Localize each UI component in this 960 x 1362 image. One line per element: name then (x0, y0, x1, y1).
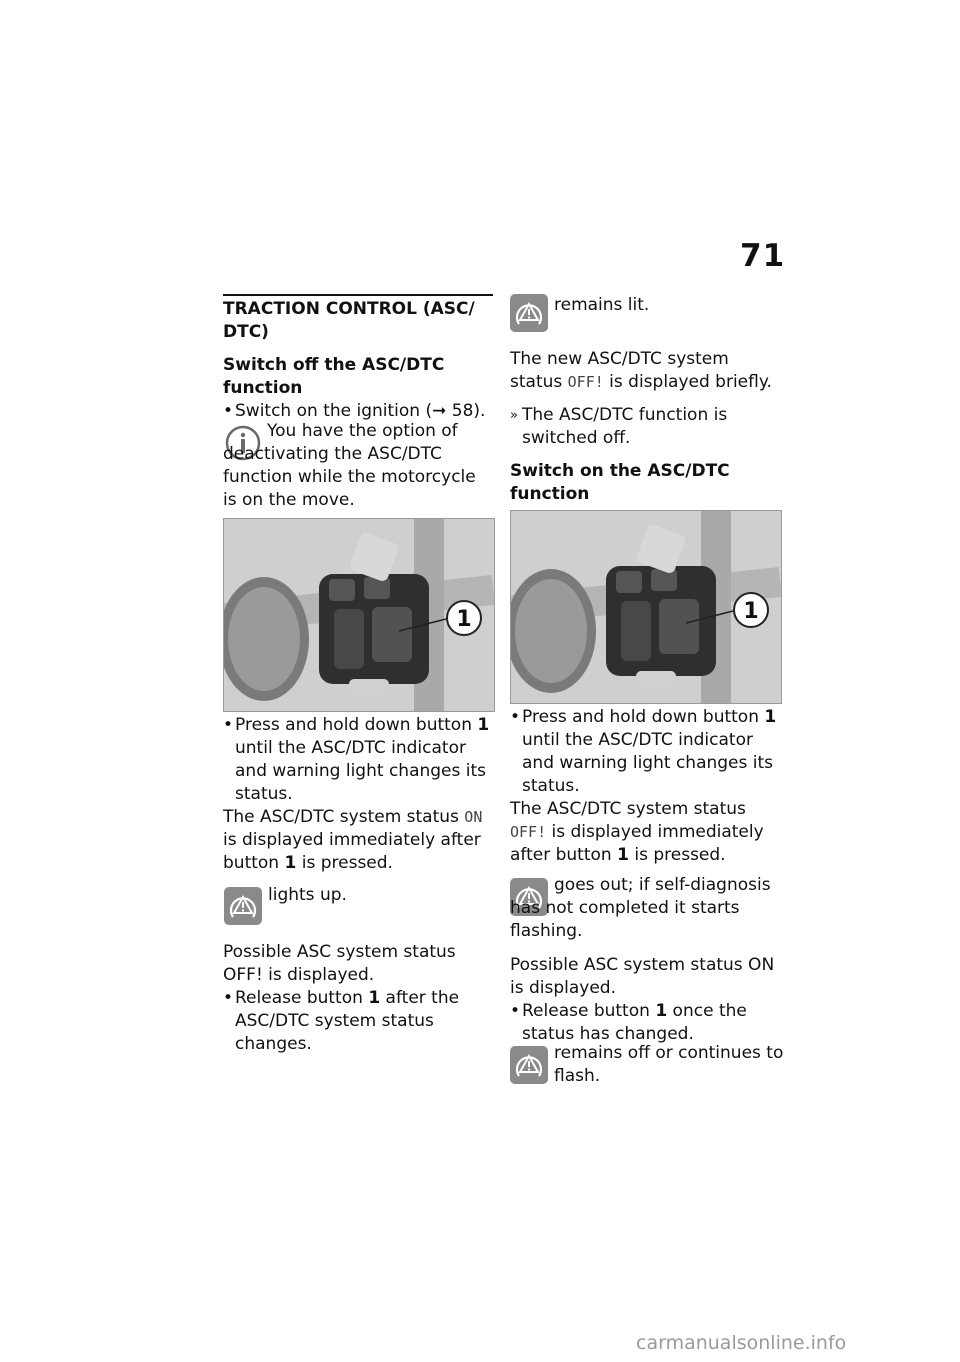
left-column-end (223, 941, 493, 1056)
arrow-right-icon: ➞ (432, 401, 447, 421)
step-release: • Release button 1 once the status has changed. (510, 1001, 747, 1044)
page-number: 71 (740, 238, 786, 274)
status-off-text: The ASC/DTC system status OFF! is displayed immediately after button 1 is pressed. (510, 799, 764, 865)
switch-on-title: Switch on the ASC/DTC function (510, 461, 730, 504)
left-column-lower (223, 714, 493, 875)
bullet-icon: • (223, 715, 234, 735)
handlebar-switch-figure (223, 518, 495, 712)
asc-warning-light-icon (510, 1046, 548, 1084)
step-press-hold: • Press and hold down button 1 until the ASC/DTC indicator and warning light changes its status. (510, 707, 777, 796)
info-note (223, 420, 493, 512)
bullet-icon: • (510, 707, 521, 727)
section-heading: TRACTION CONTROL (ASC/ DTC) (223, 299, 475, 342)
remains-off-text: remains off or continues to flash. (554, 1043, 784, 1086)
possible-status-off: Possible ASC system status OFF! is displayed. (223, 942, 456, 985)
goes-out-text: goes out; if self-diagnosis has not completed it starts flashing. (510, 875, 771, 941)
asc-warning-light-icon (224, 887, 262, 925)
possible-status-on: Possible ASC system status ON is displayed. (510, 955, 775, 998)
right-column-lower (510, 706, 780, 867)
remains-lit-text: remains lit. (554, 295, 650, 315)
handlebar-switch-figure (510, 510, 782, 704)
bullet-icon: • (223, 988, 234, 1008)
info-text: You have the option of deactivating the ASC/DTC function while the motorcycle is on the move. (223, 421, 476, 510)
left-column (223, 298, 493, 423)
figure-callout-1: 1 (456, 607, 472, 632)
step-ignition: • Switch on the ignition (➞ 58). (223, 401, 486, 421)
right-column (510, 348, 780, 506)
bullet-icon: • (510, 1001, 521, 1021)
status-on-text: The ASC/DTC system status ON is displayed immediately after button 1 is pressed. (223, 807, 483, 873)
lights-up-text: lights up. (268, 885, 347, 905)
switch-off-title: Switch off the ASC/DTC function (223, 355, 445, 398)
asc-warning-light-icon (510, 294, 548, 332)
right-column-end (510, 954, 780, 1046)
result-function-off: » The ASC/DTC function is switched off. (510, 405, 728, 448)
step-release: • Release button 1 after the ASC/DTC system status changes. (223, 988, 460, 1054)
goes-out-note (510, 874, 780, 943)
result-arrow-icon: » (510, 408, 518, 423)
watermark: carmanualsonline.info (636, 1332, 847, 1354)
figure-callout-1: 1 (743, 599, 759, 624)
new-status-text: The new ASC/DTC system status OFF! is displayed briefly. (510, 349, 772, 392)
step-press-hold: • Press and hold down button 1 until the ASC/DTC indicator and warning light changes its status. (223, 715, 490, 804)
section-rule (223, 294, 493, 296)
bullet-icon: • (223, 401, 234, 421)
